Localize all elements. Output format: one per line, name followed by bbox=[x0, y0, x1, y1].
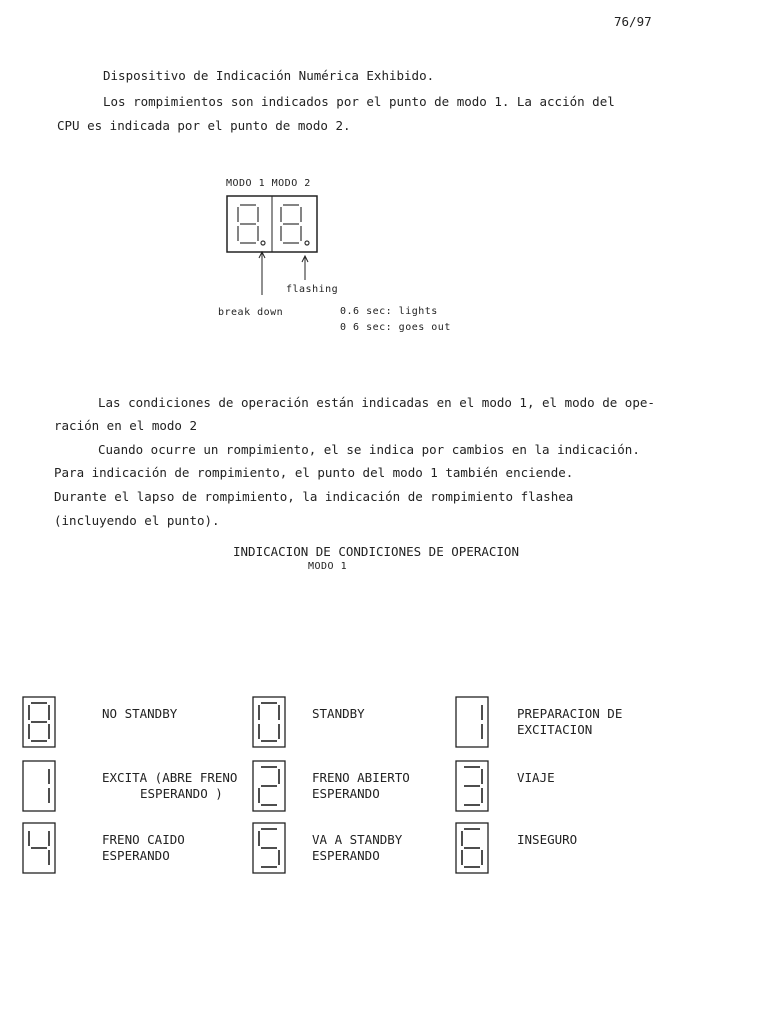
operation-conditions-subtitle: MODO 1 bbox=[308, 561, 348, 572]
condition-label bbox=[312, 832, 402, 864]
body-p1-line2: ración en el modo 2 bbox=[54, 418, 197, 433]
timing-lights: 0.6 sec: lights bbox=[340, 306, 438, 317]
condition-label bbox=[102, 832, 185, 864]
condition-label-line1: STANDBY bbox=[312, 706, 365, 721]
condition-label bbox=[102, 706, 177, 722]
condition-label-line1: VA A STANDBY bbox=[312, 832, 403, 847]
condition-label bbox=[517, 770, 555, 786]
seven-segment-digit-0 bbox=[252, 696, 288, 750]
body-p2-line2: Para indicación de rompimiento, el punto del modo 1 también enciende. bbox=[54, 465, 574, 480]
body-p2-line1: Cuando ocurre un rompimiento, el se indica por cambios en la indicación. bbox=[98, 442, 640, 457]
condition-label bbox=[517, 706, 622, 738]
condition-label-line1: INSEGURO bbox=[517, 832, 578, 847]
flashing-label: flashing bbox=[286, 284, 339, 295]
seven-segment-digit-1 bbox=[22, 760, 58, 814]
intro-line-2: CPU es indicada por el punto de modo 2. bbox=[57, 118, 351, 133]
seven-segment-digit-4 bbox=[22, 822, 58, 876]
body-p1-line1: Las condiciones de operación están indicadas en el modo 1, el modo de ope- bbox=[98, 395, 655, 410]
seven-segment-digit-5 bbox=[252, 822, 288, 876]
condition-label-line2: ESPERANDO bbox=[312, 848, 380, 863]
figure-mode-header: MODO 1 MODO 2 bbox=[226, 178, 311, 189]
condition-label-line2: ESPERANDO bbox=[102, 848, 170, 863]
condition-label-line1: VIAJE bbox=[517, 770, 555, 785]
condition-label bbox=[102, 770, 237, 802]
condition-label bbox=[312, 706, 365, 722]
condition-label-line2: ESPERANDO ) bbox=[140, 786, 223, 801]
seven-segment-digit-8 bbox=[22, 696, 58, 750]
seven-segment-digit-6 bbox=[455, 822, 491, 876]
timing-goes-out: 0 6 sec: goes out bbox=[340, 322, 451, 333]
condition-label-line1: NO STANDBY bbox=[102, 706, 178, 721]
seven-segment-digit-3 bbox=[455, 760, 491, 814]
condition-label-line1: FRENO CAIDO bbox=[102, 832, 185, 847]
seven-segment-digit-2 bbox=[252, 760, 288, 814]
intro-line-1: Los rompimientos son indicados por el punto de modo 1. La acción del bbox=[103, 94, 615, 109]
body-p2-line4: (incluyendo el punto). bbox=[54, 513, 220, 528]
condition-label-line2: ESPERANDO bbox=[312, 786, 380, 801]
condition-label-line1: EXCITA (ABRE FRENO bbox=[102, 770, 238, 785]
condition-label-line1: PREPARACION DE bbox=[517, 706, 623, 721]
break-down-label: break down bbox=[218, 307, 284, 318]
section-title-dispositivo: Dispositivo de Indicación Numérica Exhibido. bbox=[103, 68, 435, 83]
condition-label bbox=[312, 770, 410, 802]
condition-label bbox=[517, 832, 577, 848]
operation-conditions-title: INDICACION DE CONDICIONES DE OPERACION bbox=[233, 544, 519, 559]
page-number: 76/97 bbox=[614, 14, 652, 29]
body-p2-line3: Durante el lapso de rompimiento, la indicación de rompimiento flashea bbox=[54, 489, 574, 504]
condition-label-line1: FRENO ABIERTO bbox=[312, 770, 410, 785]
condition-label-line2: EXCITACION bbox=[517, 722, 593, 737]
seven-segment-digit-1 bbox=[455, 696, 491, 750]
